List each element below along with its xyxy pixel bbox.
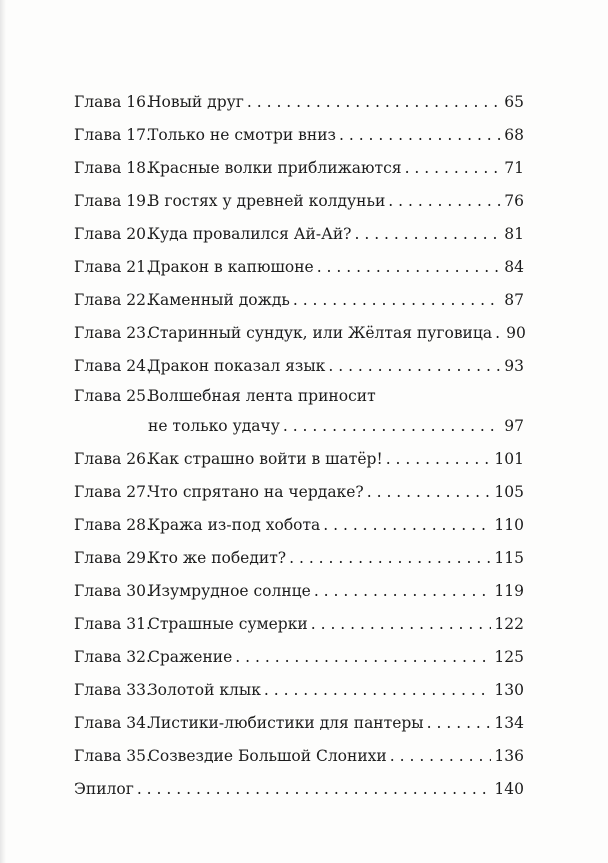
toc-entry[interactable] — [74, 740, 524, 773]
chapter-label: Глава 27. — [74, 483, 151, 501]
chapter-label: Глава 29. — [74, 549, 151, 567]
chapter-title: Сражение — [148, 648, 233, 666]
toc-entry-epilogue[interactable] — [74, 773, 524, 806]
dot-leader — [367, 476, 492, 509]
chapter-label: Глава 24. — [74, 357, 151, 375]
page-number: 68 — [504, 126, 524, 144]
chapter-label: Глава 28. — [74, 516, 151, 534]
chapter-title: Страшные сумерки — [148, 615, 308, 633]
page-edge-shadow — [0, 0, 6, 863]
dot-leader — [427, 707, 492, 740]
dot-leader — [495, 317, 503, 350]
page-number: 125 — [494, 648, 524, 666]
chapter-title: Новый друг — [148, 93, 244, 111]
page-number: 65 — [504, 93, 524, 111]
chapter-title: Красные волки приближаются — [148, 159, 402, 177]
page-number: 71 — [504, 159, 524, 177]
chapter-label: Глава 20. — [74, 225, 151, 243]
chapter-title: Созвездие Большой Слонихи — [148, 747, 387, 765]
dot-leader — [328, 350, 501, 383]
dot-leader — [235, 641, 491, 674]
toc-entry[interactable] — [74, 152, 524, 185]
chapter-title: Что спрятано на чердаке? — [148, 483, 364, 501]
toc-entry[interactable] — [74, 218, 524, 251]
toc-entry[interactable] — [74, 509, 524, 542]
page-number: 105 — [494, 483, 524, 501]
page-number: 87 — [504, 291, 524, 309]
dot-leader — [293, 284, 501, 317]
page-number: 140 — [494, 780, 524, 798]
chapter-title-line2: не только удачу — [148, 417, 280, 435]
chapter-title: Каменный дождь — [148, 291, 290, 309]
chapter-label: Глава 32. — [74, 648, 151, 666]
table-of-contents — [74, 86, 524, 806]
toc-entry[interactable] — [74, 251, 524, 284]
chapter-title: Дракон в капюшоне — [148, 258, 314, 276]
chapter-title: Старинный сундук, или Жёлтая пуговица — [148, 324, 493, 342]
chapter-label: Глава 30. — [74, 582, 151, 600]
page-number: 122 — [494, 615, 524, 633]
chapter-title: Как страшно войти в шатёр! — [148, 450, 383, 468]
dot-leader — [405, 152, 502, 185]
page-number: 90 — [506, 324, 526, 342]
dot-leader — [323, 509, 491, 542]
dot-leader — [386, 443, 492, 476]
chapter-label: Глава 16. — [74, 93, 151, 111]
toc-entry[interactable] — [74, 641, 524, 674]
toc-entry[interactable] — [74, 707, 524, 740]
toc-entry[interactable] — [74, 350, 524, 383]
page-number: 93 — [504, 357, 524, 375]
toc-entry[interactable] — [74, 575, 524, 608]
dot-leader — [339, 119, 501, 152]
chapter-label: Глава 26. — [74, 450, 151, 468]
chapter-title: Кто же победит? — [148, 549, 287, 567]
page-number: 81 — [504, 225, 524, 243]
chapter-title: Кража из-под хобота — [148, 516, 321, 534]
dot-leader — [388, 185, 501, 218]
page-number: 130 — [494, 681, 524, 699]
toc-entry[interactable] — [74, 119, 524, 152]
chapter-label: Глава 23. — [74, 324, 151, 342]
chapter-label: Глава 25. — [74, 387, 151, 405]
chapter-title: В гостях у древней колдуньи — [148, 192, 386, 210]
chapter-title: Золотой клык — [148, 681, 261, 699]
toc-entry[interactable] — [74, 185, 524, 218]
toc-entry[interactable] — [74, 383, 524, 443]
chapter-label: Глава 18. — [74, 159, 151, 177]
page-number: 110 — [494, 516, 524, 534]
chapter-title-line1: Волшебная лента приносит — [148, 387, 376, 405]
page-number: 136 — [494, 747, 524, 765]
epilogue-title: Эпилог — [74, 780, 134, 798]
toc-entry[interactable] — [74, 476, 524, 509]
chapter-title: Куда провалился Ай-Ай? — [148, 225, 352, 243]
page-number: 76 — [504, 192, 524, 210]
chapter-title: Листики-любистики для пантеры — [148, 714, 424, 732]
dot-leader — [311, 608, 492, 641]
toc-entry[interactable] — [74, 443, 524, 476]
chapter-label: Глава 21. — [74, 258, 151, 276]
page-number: 119 — [494, 582, 524, 600]
toc-entry[interactable] — [74, 674, 524, 707]
toc-entry[interactable] — [74, 86, 524, 119]
toc-entry[interactable] — [74, 542, 524, 575]
dot-leader — [247, 86, 501, 119]
dot-leader — [264, 674, 492, 707]
chapter-label: Глава 19. — [74, 192, 151, 210]
chapter-title: Дракон показал язык — [148, 357, 326, 375]
page-number: 134 — [494, 714, 524, 732]
dot-leader — [314, 575, 492, 608]
chapter-label: Глава 33. — [74, 681, 151, 699]
chapter-label: Глава 34. — [74, 714, 151, 732]
chapter-label: Глава 17. — [74, 126, 151, 144]
toc-entry[interactable] — [74, 317, 524, 350]
dot-leader — [289, 542, 491, 575]
dot-leader — [137, 773, 492, 806]
dot-leader — [390, 740, 492, 773]
toc-entry[interactable] — [74, 284, 524, 317]
chapter-label: Глава 35. — [74, 747, 151, 765]
chapter-title: Только не смотри вниз — [148, 126, 336, 144]
page-number: 97 — [504, 417, 524, 435]
page-number: 84 — [504, 258, 524, 276]
toc-entry[interactable] — [74, 608, 524, 641]
page-number: 115 — [494, 549, 524, 567]
dot-leader — [283, 410, 501, 443]
chapter-title: Изумрудное солнце — [148, 582, 311, 600]
dot-leader — [317, 251, 502, 284]
dot-leader — [354, 218, 501, 251]
chapter-label: Глава 22. — [74, 291, 151, 309]
chapter-label: Глава 31. — [74, 615, 151, 633]
page-number: 101 — [494, 450, 524, 468]
